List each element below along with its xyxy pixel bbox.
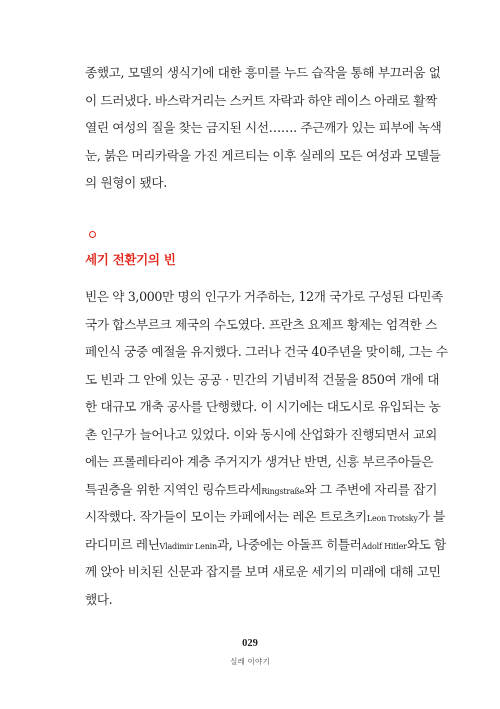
text-run: 과, 나중에는 아돌프 히틀러 (216, 536, 362, 552)
text-line: 페인식 궁중 예절을 유지했다. 그러나 건국 40주년을 맞이해, 그는 수 (85, 344, 448, 359)
text-run: 특권층을 위한 지역인 링슈트라세 (85, 481, 262, 497)
text-line: 께 앉아 비치된 신문과 잡지를 보며 새로운 세기의 미래에 대해 고민 (85, 564, 441, 579)
text-run: 가 블 (417, 509, 445, 524)
text-line: 이 드러냈다. 바스락거리는 스커트 자락과 하얀 레이스 아래로 활짝 (85, 92, 437, 108)
foreign-term: Leon Trotsky (366, 514, 418, 523)
text-line (85, 476, 438, 504)
text-line: 에는 프롤레타리아 계층 주거지가 생겨난 반면, 신흥 부르주아들은 (85, 454, 434, 469)
text-line: 했다. (85, 591, 113, 607)
text-line: 한 대규모 개축 공사를 단행했다. 이 시기에는 대도시로 유입되는 농 (85, 399, 441, 414)
text-line: 국가 합스부르크 제국의 수도였다. 프란츠 요제프 황제는 엄격한 스 (85, 316, 437, 332)
text-line: 눈, 붉은 머리카락을 가진 게르티는 이후 실레의 모든 여성과 모델들 (85, 147, 441, 163)
text-run: 라디미르 레닌 (85, 536, 160, 552)
section-heading: 세기 전환기의 빈 (85, 252, 176, 267)
page-number: 029 (242, 638, 258, 649)
text-run: 와 그 주변에 자리를 잡기 (304, 481, 438, 497)
text-line: 열린 여성의 질을 찾는 금지된 시선……. 주근깨가 있는 피부에 녹색 (85, 120, 442, 135)
text-line: 빈은 약 3,000만 명의 인구가 거주하는, 12개 국가로 구성된 다민족 (85, 289, 443, 304)
foreign-term: Ringstraße (261, 486, 305, 496)
foreign-term: Vladimir Lenin (159, 541, 217, 551)
text-line (85, 531, 446, 559)
foreign-term: Adolf Hitler (361, 541, 407, 551)
text-run: 시작했다. 작가들이 모이는 카페에서는 레온 트로츠키 (85, 509, 367, 524)
paragraph-continued (85, 59, 442, 197)
running-title: 실레 이야기 (230, 657, 270, 666)
text-run: 와도 함 (406, 536, 446, 552)
section-marker-circle-icon (89, 231, 96, 238)
text-line: 종했고, 모델의 생식기에 대한 흥미를 누드 습작을 통해 부끄러움 없 (85, 65, 441, 80)
text-line: 도 빈과 그 안에 있는 공공 · 민간의 기념비적 건물을 850여 개에 대 (85, 371, 440, 387)
paragraph-vienna (85, 283, 448, 613)
text-line: 의 원형이 됐다. (85, 175, 167, 190)
text-line (85, 503, 445, 531)
text-line: 촌 인구가 늘어나고 있었다. 이와 동시에 산업화가 진행되면서 교외 (85, 426, 437, 442)
